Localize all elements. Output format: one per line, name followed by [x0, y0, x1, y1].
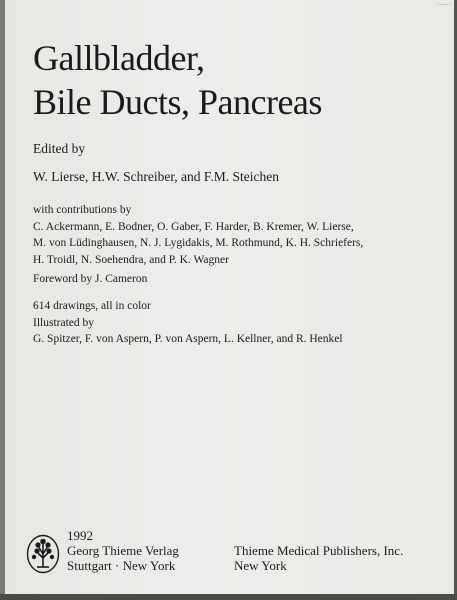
illustrators: G. Spitzer, F. von Aspern, P. von Aspern, L. Kellner, and R. Henkel: [33, 333, 343, 345]
us-publisher-block: [234, 543, 403, 573]
drawings-note: 614 drawings, all in color: [33, 300, 151, 312]
publication-year: 1992: [67, 528, 93, 543]
book-title: [33, 36, 322, 124]
contributions-label: with contributions by: [33, 204, 132, 216]
publisher-name: Georg Thieme Verlag: [67, 543, 179, 558]
us-publisher-name: Thieme Medical Publishers, Inc.: [234, 543, 404, 558]
foreword: Foreword by J. Cameron: [33, 273, 148, 285]
page-edge-left: [0, 0, 5, 600]
contributors-line-3: H. Troidl, N. Soehendra, and P. K. Wagner: [33, 253, 229, 266]
publisher-block: [67, 528, 179, 573]
contributions-block: [33, 202, 363, 268]
illustration-block: [33, 298, 343, 348]
book-title-line-2: Bile Ducts, Pancreas: [33, 82, 322, 122]
book-title-line-1: Gallbladder,: [33, 38, 205, 78]
tree-logo-icon: [26, 534, 60, 574]
editors: W. Lierse, H.W. Schreiber, and F.M. Steichen: [33, 169, 279, 184]
corner-stamp: ······: [437, 1, 451, 9]
contributors-line-2: M. von Lüdinghausen, N. J. Lygidakis, M. Rothmund, K. H. Schriefers,: [33, 237, 364, 249]
us-publisher-location: New York: [234, 558, 287, 573]
illustrated-by-label: Illustrated by: [33, 316, 94, 329]
page-edge-bottom: [0, 594, 457, 600]
contributors-line-1: C. Ackermann, E. Bodner, O. Gaber, F. Harder, B. Kremer, W. Lierse,: [33, 220, 354, 233]
edited-by-label: Edited by: [33, 141, 86, 156]
publisher-location: Stuttgart · New York: [67, 558, 176, 573]
